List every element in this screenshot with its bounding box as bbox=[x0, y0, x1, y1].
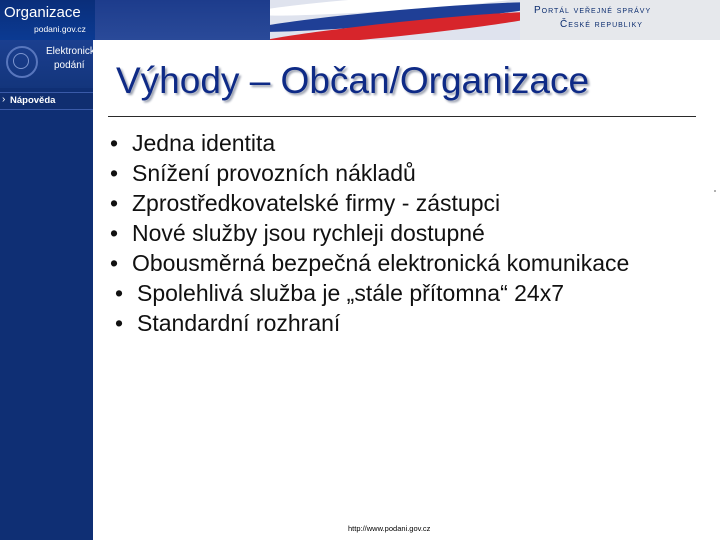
bullet-item: • Jedna identita bbox=[110, 128, 700, 158]
brand-title: Organizace bbox=[4, 4, 81, 21]
footer-url-link[interactable]: http://www.podani.gov.cz bbox=[348, 524, 431, 533]
czech-flag-banner bbox=[270, 0, 520, 40]
header-blue-strip bbox=[95, 0, 270, 40]
bullet-item: • Nové služby jsou rychleji dostupné bbox=[110, 218, 700, 248]
brand-block[interactable] bbox=[0, 0, 95, 40]
bullet-item: • Snížení provozních nákladů bbox=[110, 158, 700, 188]
portal-title-line1: Portál veřejné správy bbox=[534, 5, 652, 16]
bullet-item: • Zprostředkovatelské firmy - zástupci bbox=[110, 188, 700, 218]
portal-title-line2: České republiky bbox=[560, 19, 643, 30]
portal-logo[interactable] bbox=[520, 0, 720, 40]
brand-subtitle: podani.gov.cz bbox=[34, 24, 86, 34]
bullet-item: • Obousměrná bezpečná elektronická komunikace bbox=[110, 248, 700, 278]
arrow-right-icon: › bbox=[2, 94, 6, 105]
bullet-item: • Standardní rozhraní bbox=[115, 308, 700, 338]
elektronicka-podani-logo[interactable] bbox=[0, 40, 101, 88]
title-divider bbox=[108, 116, 696, 117]
left-sidebar bbox=[0, 40, 101, 540]
bullet-list bbox=[110, 128, 700, 338]
slide-title: Výhody – Občan/Organizace bbox=[116, 60, 590, 101]
decorative-dot bbox=[714, 190, 716, 192]
sidebar-item-napoveda[interactable] bbox=[0, 92, 93, 110]
bullet-item: • Spolehlivá služba je „stále přítomna“ 24x7 bbox=[115, 278, 700, 308]
top-header-bar bbox=[0, 0, 720, 40]
logo-text-line1: Elektronická bbox=[46, 46, 101, 57]
logo-text-line2: podání bbox=[54, 60, 85, 71]
sidebar-item-label: Nápověda bbox=[10, 95, 56, 106]
